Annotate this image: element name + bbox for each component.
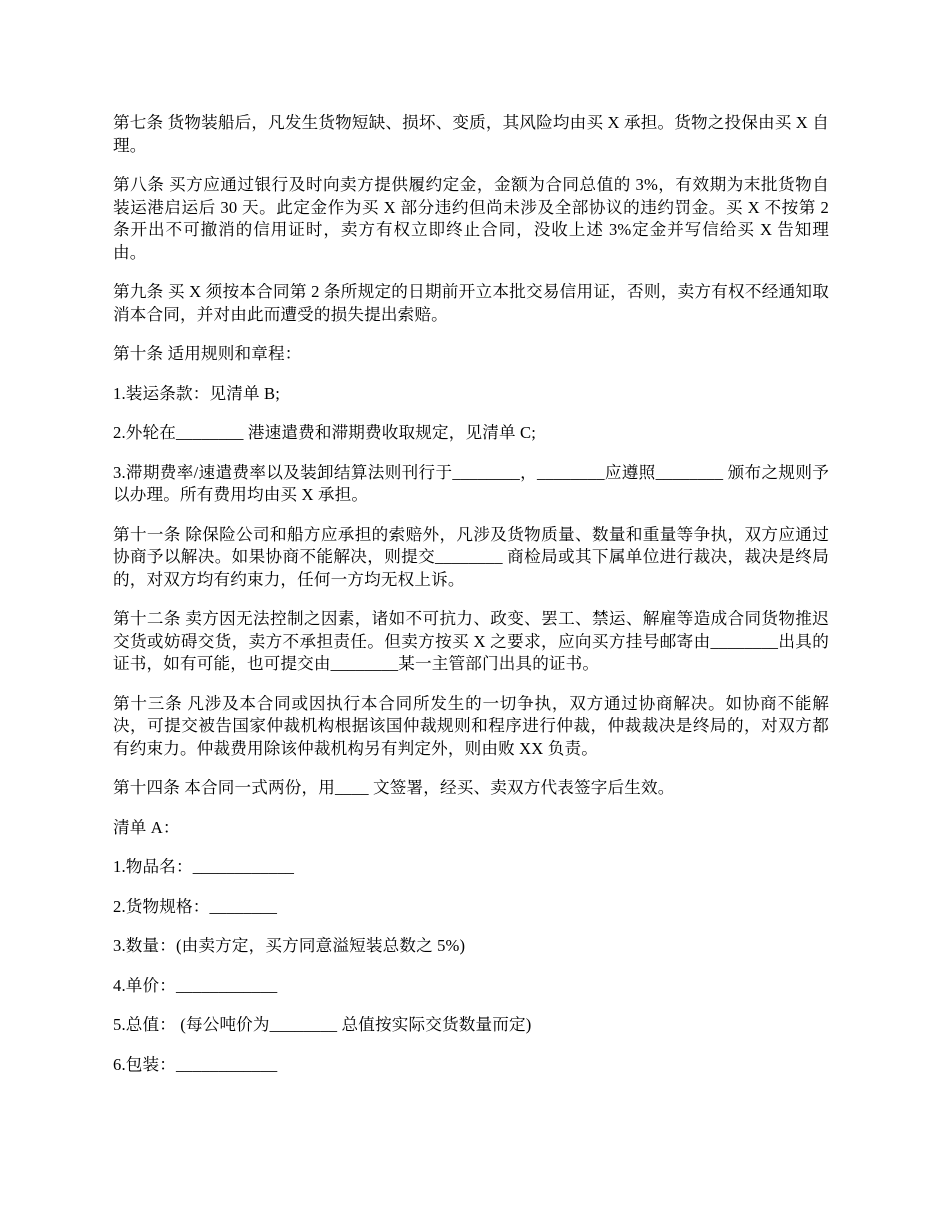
list-a-item-specification: 2.货物规格：________ <box>113 896 278 916</box>
article-12-paragraph: 第十二条 卖方因无法控制之因素，诸如不可抗力、政变、罢工、禁运、解雇等造成合同货物推迟交货或妨碍交货，卖方不承担责任。但卖方按买 X 之要求，应向买方挂号邮寄由________出具的证书，如有可能，也可提交由________某一主管部门出具的证书。 <box>113 609 829 673</box>
article-10-item-2: 2.外轮在________ 港速遣费和滞期费收取规定，见清单 C; <box>113 423 537 442</box>
article-13-paragraph: 第十三条 凡涉及本合同或因执行本合同所发生的一切争执，双方通过协商解决。如协商不能解决，可提交被告国家仲裁机构根据该国仲裁规则和程序进行仲裁，仲裁裁决是终局的，对双方都有约束力。仲裁费用除该仲裁机构另有判定外，则由败 XX 负责。 <box>113 693 829 758</box>
article-8-paragraph: 第八条 买方应通过银行及时向卖方提供履约定金，金额为合同总值的 3%，有效期为末批货物自装运港启运后 30 天。此定金作为买 X 部分违约但尚未涉及全部协议的违约罚金。买 X 不按第 2 条开出不可撤消的信用证时，卖方有权立即终止合同，没收上述 3%定金并写信给买 X 告知理由。 <box>113 175 829 262</box>
article-9-paragraph: 第九条 买 X 须按本合同第 2 条所规定的日期前开立本批交易信用证，否则，卖方有权不经通知取消本合同，并对由此而遭受的损失提出索赔。 <box>113 282 829 324</box>
article-10-heading: 第十条 适用规则和章程： <box>113 344 302 363</box>
list-a-item-packaging: 6.包装：____________ <box>113 1054 278 1074</box>
list-a-heading: 清单 A： <box>113 817 180 837</box>
article-14-paragraph: 第十四条 本合同一式两份，用____ 文签署，经买、卖双方代表签字后生效。 <box>113 778 675 797</box>
article-10-item-3: 3.滞期费率/速遣费率以及装卸结算法则刊行于________，________应遵照________ 颁布之规则予以办理。所有费用均由买 X 承担。 <box>113 462 829 504</box>
list-a-item-total-value: 5.总值： (每公吨价为________ 总值按实际交货数量而定) <box>113 1015 532 1034</box>
article-10-item-1: 1.装运条款：见清单 B; <box>113 383 280 403</box>
list-a-item-product-name: 1.物品名：____________ <box>113 857 295 876</box>
article-7-paragraph: 第七条 货物装船后，凡发生货物短缺、损坏、变质，其风险均由买 X 承担。货物之投保由买 X 自理。 <box>113 113 829 155</box>
list-a-item-quantity: 3.数量：(由卖方定，买方同意溢短装总数之 5%) <box>113 936 466 955</box>
article-11-paragraph: 第十一条 除保险公司和船方应承担的索赔外，凡涉及货物质量、数量和重量等争执，双方应通过协商予以解决。如果协商不能解决，则提交________ 商检局或其下属单位进行裁决，裁决是终局的，对双方均有约束力，任何一方均无权上诉。 <box>113 524 829 589</box>
list-a-item-unit-price: 4.单价：____________ <box>113 975 278 995</box>
document-page <box>113 112 829 1093</box>
